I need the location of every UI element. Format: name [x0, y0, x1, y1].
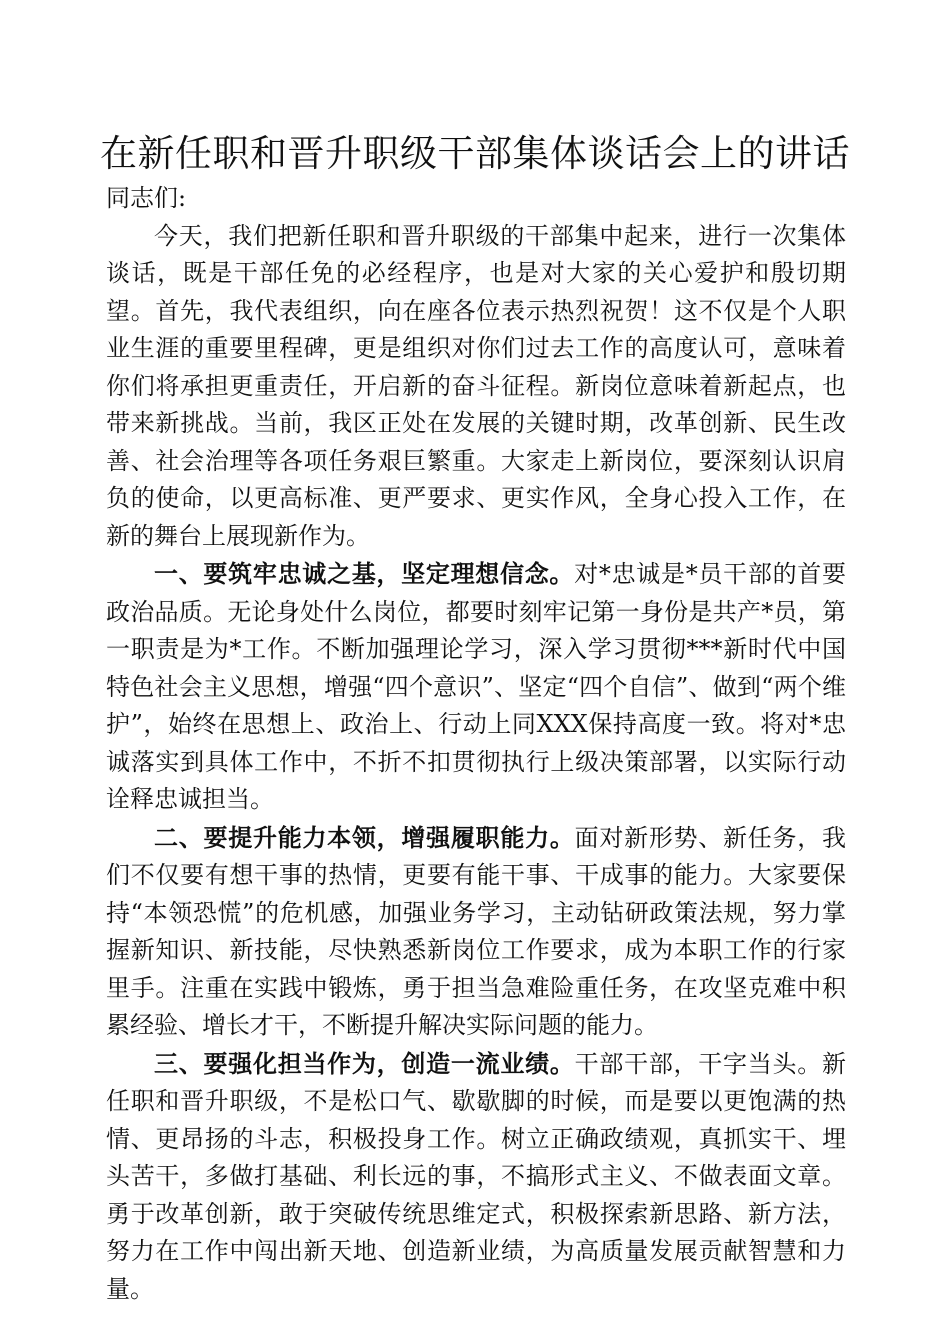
section-heading-1: 一、要筑牢忠诚之基，坚定理想信念。 — [154, 559, 575, 588]
section-heading-2: 二、要提升能力本领，增强履职能力。 — [154, 822, 575, 852]
section-paragraph-1 — [106, 555, 846, 819]
section-text-1: 对*忠诚是*员干部的首要政治品质。无论身处什么岗位，都要时刻牢记第一身份是共产*员，第一职责是为*工作。不断加强理论学习，深入学习贯彻***新时代中国特色社会主义思想，增强“四个意识”、坚定“四个自信”、做到“两个维护”，始终在思想上、政治上、行动上同XXX保持高度一致。将对*忠诚落实到具体工作中，不折不扣贯彻执行上级决策部署，以实际行动诠释忠诚担当。 — [106, 560, 847, 813]
salutation: 同志们: — [106, 184, 187, 212]
section-paragraph-2 — [106, 819, 846, 1045]
intro-paragraph: 今天，我们把新任职和晋升职级的干部集中起来，进行一次集体谈话，既是干部任免的必经程序，也是对大家的关心爱护和殷切期望。首先，我代表组织，向在座各位表示热烈祝贺！这不仅是个人职业生涯的重要里程碑，更是组织对你们过去工作的高度认可，意味着你们将承担更重责任，开启新的奋斗征程。新岗位意味着新起点，也带来新挑战。当前，我区正处在发展的关键时期，改革创新、民生改善、社会治理等各项任务艰巨繁重。大家走上新岗位，要深刻认识肩负的使命，以更高标准、更严要求、更实作风，全身心投入工作，在新的舞台上展现新作为。 — [106, 221, 846, 550]
section-text-2: 面对新形势、新任务，我们不仅要有想干事的热情，更要有能干事、干成事的能力。大家要保持“本领恐慌”的危机感，加强业务学习，主动钻研政策法规，努力掌握新知识、新技能，尽快熟悉新岗位工作要求，成为本职工作的行家里手。注重在实践中锻炼，勇于担当急难险重任务，在攻坚克难中积累经验、增长才干，不断提升解决实际问题的能力。 — [106, 823, 847, 1039]
document-body — [106, 180, 846, 1308]
section-paragraph-3 — [106, 1045, 846, 1309]
document-title: 在新任职和晋升职级干部集体谈话会上的讲话 — [100, 132, 850, 175]
section-heading-3: 三、要强化担当作为，创造一流业绩。 — [154, 1048, 575, 1078]
section-text-3: 干部干部，干字当头。新任职和晋升职级，不是松口气、歇歇脚的时候，而是要以更饱满的热情、更昂扬的斗志，积极投身工作。树立正确政绩观，真抓实干、埋头苦干，多做打基础、利长远的事，不搞形式主义、不做表面文章。勇于改革创新，敢于突破传统思维定式，积极探索新思路、新方法，努力在工作中闯出新天地、创造新业绩，为高质量发展贡献智慧和力量。 — [106, 1049, 847, 1303]
